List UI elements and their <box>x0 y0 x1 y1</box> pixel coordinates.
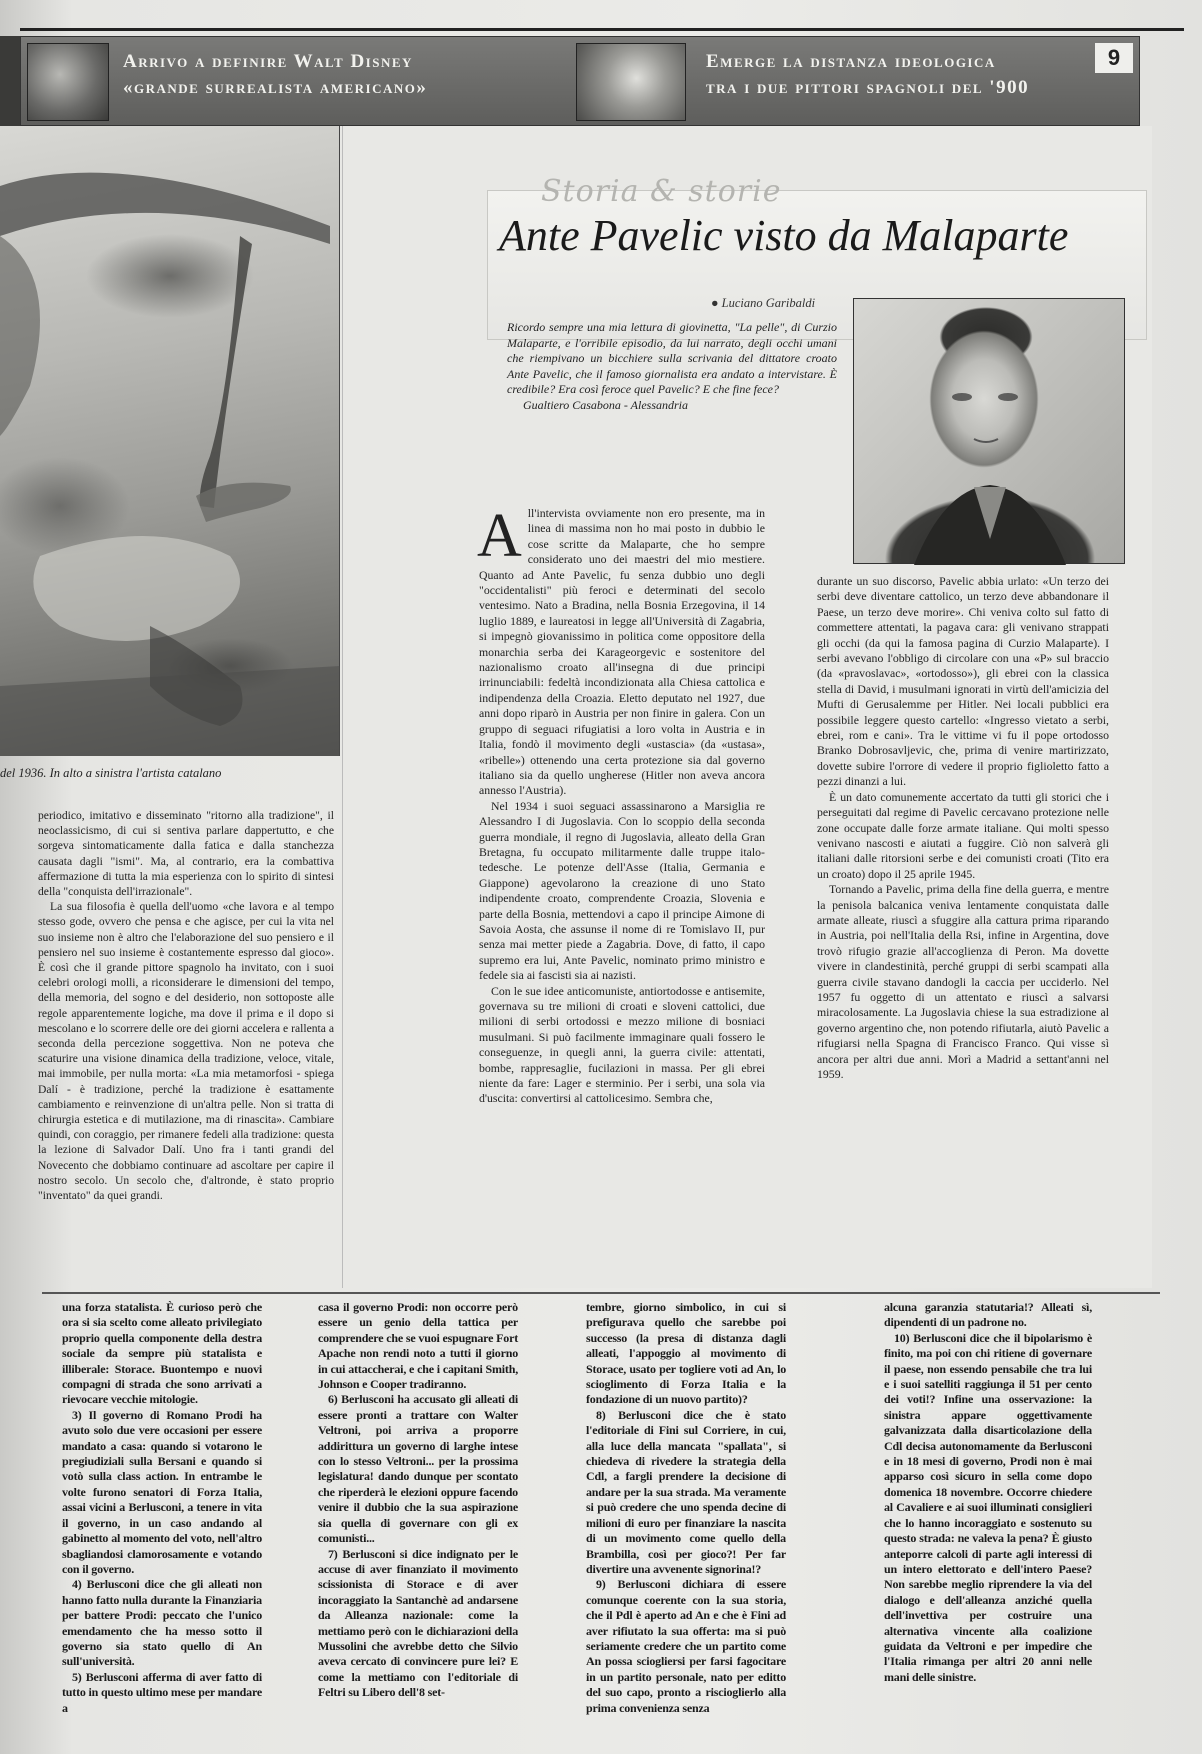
bottom-paragraph: 10) Berlusconi dice che il bipolarismo è finito, ma poi con chi ritiene di governare il paese, non essendo pensabile che tra lui e i suoi satelliti raggiunga il 51 per cento dei voti!? Infine una osservazione: la sinistra appare oggettivamente galvanizzata dalla disarticolazione della Cdl decisa autonomamente da Berlusconi e in 18 mesi di governo, Prodi non è mai apparso così sicuro in sella come dopo domenica 18 novembre. Occorre chiedere al Cavaliere e ai suoi illuminati consiglieri che lo hanno incoraggiato e sostenuto su questo strada: ne valeva la pena? È giusto anteporre calcoli di parte agli interessi di un intero elettorato e dell'intero Paese? Non sarebbe meglio riprendere la via del dialogo e dell'alleanza anziché quella dell'invettiva per costruire una alternativa vincente alla coalizione guidata da Veltroni e per impedire che l'Italia rimanga per altri 20 anni nelle mani delle sinistre. <box>884 1330 1092 1684</box>
header-right-line1: Emerge la distanza ideologica <box>706 51 996 72</box>
dali-article-column <box>38 808 334 1203</box>
bottom-paragraph: 3) Il governo di Romano Prodi ha avuto solo due vere occasioni per essere mandato a casa: quando si votarono le pregiudiziali sulla Bersani e quando si votò sulla class action. In entrambe le volte furono senatori di Forza Italia, assai vicini a Berlusconi, a tenere in vita il governo, in un caso andando al gabinetto al momento del voto, nell'altro sbagliandosi clamorosamente e votando con il governo. <box>62 1407 262 1576</box>
bottom-column-3 <box>586 1300 786 1716</box>
bottom-paragraph: una forza statalista. È curioso però che ora si sia scelto come alleato privilegiato proprio quella componente della destra sociale da sempre più statalista e illiberale: Storace. Buontempo e nuovi compagni di strada che sono arrivati a rievocare vecchie mitologie. <box>62 1300 262 1407</box>
section-divider <box>42 1292 1160 1294</box>
portrait-shapes <box>854 299 1126 565</box>
article-paragraph <box>477 502 765 799</box>
article-paragraph: È un dato comunemente accertato da tutti gli storici che i perseguitati dal regime di Pavelic cercavano protezione nelle zone occupate dalle forze armate italiane. Qui molti spesso venivano nascosti e aiutati a fuggire. Ciò non salverà gli italiani dalle ritorsioni serbe e dei comunisti croati (Tito era un croato) dopo il 25 aprile 1945. <box>817 789 1109 881</box>
reader-signature: Gualtiero Casabona - Alessandria <box>523 397 689 412</box>
article-byline: ● Luciano Garibaldi <box>711 296 816 310</box>
article-headline: Ante Pavelic visto da Malaparte <box>499 211 1069 260</box>
bottom-column-4 <box>884 1300 1092 1685</box>
bottom-column-2 <box>318 1300 518 1701</box>
page-fold <box>0 36 20 126</box>
section-kicker: Storia & storie <box>541 174 782 209</box>
article-column-1 <box>477 502 765 1107</box>
painting-shapes <box>0 126 340 756</box>
article-paragraph: Con le sue idee anticomuniste, antiortodosse e antisemite, governava su tre milioni di croati e sloveni cattolici, due milioni di serbi ortodossi e mezzo milione di bosniaci musulmani. Si può facilmente immaginare quali fossero le conseguenze, in quegli anni, la guerra civile: attentati, bombe, rappresaglie, fucilazioni in massa. Per gli ebrei niente da fare: Lager e sterminio. Per i serbi, una sola via d'uscita: convertirsi al cattolicesimo. Sembra che, <box>479 983 765 1106</box>
bottom-paragraph: 8) Berlusconi dice che è stato l'editoriale di Fini sul Corriere, in cui, alla luce della mancata "spallata", si chiedeva di rivedere la strategia della Cdl, a fargli prendere la decisione di andare per la sua strada. Ma veramente si può credere che uno spenda decine di milioni di euro per finanziare la nascita di un movimento come quello della Brambilla, così per gioco?! Per far divertire una avvenente signorina!? <box>586 1407 786 1576</box>
header-headline-left <box>123 49 553 101</box>
page-number: 9 <box>1095 43 1133 73</box>
article-paragraph: Nel 1934 i suoi seguaci assassinarono a Marsiglia re Alessandro I di Jugoslavia. Con lo scoppio della seconda guerra mondiale, il regno di Jugoslavia, alleato della Gran Bretagna, fu occupato militarmente dalle truppe italo-tedesche. Le potenze dell'Asse (Italia, Germania e Giappone) agevolarono la creazione di uno Stato indipendente croato, comprendente Croazia, Slovenia e parte della Bosnia, mettendovi a capo il principe Aimone di Savoia Aosta, che assunse il nome di re Tomislavo II, pur senza mai metter piede a Zagabria. Dove, di fatto, il capo supremo era lui, Ante Pavelic, nominato primo ministro e fedele sia ai fascisti sia ai nazisti. <box>479 798 765 983</box>
bottom-paragraph: 6) Berlusconi ha accusato gli alleati di essere pronti a trattare con Walter Veltroni, poi arriva a proporre addirittura un governo di larghe intese con lo stesso Veltroni... per la prossima legislatura! dando dunque per scontato che riperderà le elezioni oppure facendo venire il dubbio che la sua aspirazione sia quella di governare con gli ex comunisti... <box>318 1392 518 1546</box>
bottom-paragraph: tembre, giorno simbolico, in cui si prefigurava quello che sarebbe poi successo (la presa di distanza dagli alleati, l'appoggio al movimento di Storace, usato per togliere voti ad An, lo scioglimento di Forza Italia e la fondazione di un nuovo partito)? <box>586 1300 786 1407</box>
article-paragraph: Tornando a Pavelic, prima della fine della guerra, e mentre la penisola balcanica veniva lentamente conquistata dalle armate alleate, riuscì a sfuggire alla cattura prima riparando in Austria, poi nell'Italia della Rsi, infine in Argentina, dove trovò rifugio grazie all'accoglienza di Peron. Ma dovette vivere in clandestinità, perché gruppi di serbi scampati alla guerra civile stavano dandogli la caccia per ucciderlo. Nel 1957 fu oggetto di un attentato e riuscì a salvarsi miracolosamente. La Jugoslavia chiese la sua estradizione al governo argentino che, non potendo rifiutarla, aiutò Pavelic a rifugiarsi nella Spagna di Francisco Franco. Qui visse sì ancora per altri due anni. Morì a Madrid a settant'anni nel 1959. <box>817 882 1109 1081</box>
left-paragraph: La sua filosofia è quella dell'uomo «che lavora e al tempo stesso gode, ovvero che pensa e che agisce, per cui la vita nel suo insieme non è altro che l'elaborazione del suo pensiero e il pensiero nel suo insieme è costantemente espresso dal gioco». È così che il grande pittore spagnolo ha invitato, con i suoi celebri orologi molli, a riconsiderare le dimensioni del tempo, della memoria, del sogno e del desiderio, non sottoposte alle regole apparentemente logiche, ma dove il prima e il dopo si mescolano e lo scorrere delle ore dei giorni accelera e rallenta a seconda della percezione soggettiva. Non ne poteva che scaturire una visione dinamica della tradizione, veloce, vitale, mai immobile, per nulla morta: «La mia metamorfosi - spiega Dalí - è tradizione, perché la tradizione è esattamente cambiamento e reinvenzione di un'altra pelle. Non si tratta di chirurgia estetica e di mutilazione, ma di rinascita». Cambiare quindi, con coraggio, per rimanere fedeli alla tradizione: questa la lezione di Salvador Dalí. Uno fra i tanti grandi del Novecento che dobbiamo continuare ad ascoltare per capire il nostro secolo. Un secolo che, d'altronde, è stato proprio "inventato" da quei grandi. <box>38 900 334 1203</box>
pavelic-article <box>342 126 1152 1288</box>
drop-cap: A <box>477 502 522 570</box>
article-column-2 <box>817 574 1109 1082</box>
bottom-column-1 <box>62 1300 262 1716</box>
reader-letter <box>507 320 837 414</box>
header-left-line1: Arrivo a definire Walt Disney <box>123 51 413 72</box>
header-headline-right <box>706 49 1086 101</box>
header-right-line2: tra i due pittori spagnoli del '900 <box>706 77 1030 98</box>
reader-letter-text: Ricordo sempre una mia lettura di giovinetta, "La pelle", di Curzio Malaparte, e l'orribile episodio, da lui narrato, degli occhi umani che riempivano un bicchiere sulla scrivania del dittatore croato Ante Pavelic, che il famoso giornalista era andato a intervistare. È credibile? Era così feroce quel Pavelic? E che fine fece? <box>507 320 837 397</box>
bottom-paragraph: casa il governo Prodi: non occorre però essere un genio della tattica per comprendere che se vuoi espugnare Fort Apache non rendi noto a tutti il giorno in cui attaccherai, e che i capitani Smith, Johnson e Cooper tradiranno. <box>318 1300 518 1392</box>
bottom-paragraph: 5) Berlusconi afferma di aver fatto di tutto in questo ultimo mese per mandare a <box>62 1669 262 1715</box>
section-header <box>20 36 1140 126</box>
bottom-paragraph: 7) Berlusconi si dice indignato per le accuse di aver finanziato il movimento scissionista di Storace e di aver incoraggiato la Santanchè ad andarsene da Alleanza nazionale: come la mettiamo però con le dichiarazioni della Mussolini che avrebbe detto che Silvio aveva cercato di convincere pure lei? E come la mettiamo con l'editoriale di Feltri su Libero dell'8 set- <box>318 1546 518 1700</box>
article-paragraph: durante un suo discorso, Pavelic abbia urlato: «Un terzo dei serbi deve diventare cattolico, un terzo deve abbandonare il Paese, un terzo deve morire». Chi veniva colto sul fatto di commettere attentati, la pagava cara: gli venivano strappati gli occhi (da qui la famosa pagina di Curzio Malaparte). I serbi avevano l'obbligo di circolare con una «P» sul braccio (da «pravoslavac», «ortodosso»), gli ebrei con la classica stella di David, i musulmani ignorati in virtù dell'amicizia del Mufti di Gerusalemme per Hitler. Nei locali pubblici era possibile leggere questo cartello: «Ingresso vietato a serbi, ebrei, rom e cani». Tra le vittime vi fu il pope ortodosso Branko Dobrosavljevic, che, prima di venire martirizzato, dovette subire l'orrore di vedere il proprio figlioletto fatto a pezzi dinanzi a lui. <box>817 574 1109 789</box>
header-left-line2: «grande surrealista americano» <box>123 77 428 98</box>
article-paragraph-text: ll'intervista ovviamente non ero presente, ma in linea di massima non ho mai posto in dubbio le cose scritte da Malaparte, che ho sempre considerato uno dei maestri del mio mestiere. Quanto ad Ante Pavelic, fu senza dubbio uno degli "occidentalisti" più feroci e determinati del secolo ventesimo. Nato a Bradina, nella Bosnia Erzegovina, il 14 luglio 1889, e laureatosi in legge all'Università di Zagabria, si impegnò giovanissimo in politica come oppositore della monarchia serba dei Karageorgevic e sostenitore del nazionalismo croato all'insegna di due principi irrinunciabili: fedeltà incondizionata alla Chiesa cattolica e indipendenza della Croazia. Eletto deputato nel 1927, due anni dopo riparò in Austria per non finire in galera. Con un gruppo di seguaci rifugiatisi a loro volta in Austria e in Italia, fondò il movimento degli «ustascia» (da «ustasa», «ribelle») ottenendo una certa protezione sia dal governo italiano sia da quello ungherese (Hitler non aveva ancora annesso l'Austria). <box>479 506 765 798</box>
top-rule <box>20 28 1184 31</box>
dali-painting-image <box>0 126 340 756</box>
header-thumbnail-right <box>576 43 686 121</box>
painting-caption: del 1936. In alto a sinistra l'artista catalano <box>0 766 222 780</box>
left-paragraph: periodico, imitativo e disseminato "ritorno alla tradizione", il neoclassicismo, di cui si sentiva parlare dappertutto, e che sorgeva sintomaticamente dalla fatica e dalla stanchezza causata dagli "ismi". Ma, al contrario, era la combattiva affermazione di tutta la mia esperienza con lo spirito di sintesi della "conquista dell'irrazionale". <box>38 809 334 899</box>
bottom-paragraph: 9) Berlusconi dichiara di essere comunque coerente con la sua storia, che il Pdl è aperto ad An e che è Fini ad aver rifiutato la sua offerta: ma si può seriamente credere che un partito come An possa sciogliersi per farsi fagocitare in un partito personale, nato per editto del suo capo, pronto a riscioglierlo alla prima convenienza senza <box>586 1577 786 1715</box>
bottom-paragraph: alcuna garanzia statutaria!? Alleati sì, dipendenti di un padrone no. <box>884 1300 1092 1330</box>
author-portrait-photo <box>853 298 1125 564</box>
bottom-paragraph: 4) Berlusconi dice che gli alleati non hanno fatto nulla durante la Finanziaria per battere Prodi: peccato che l'unico emendamento che ha messo sotto il governo sia stato quello di An sull'università. <box>62 1577 262 1669</box>
header-thumbnail-left <box>27 43 109 121</box>
